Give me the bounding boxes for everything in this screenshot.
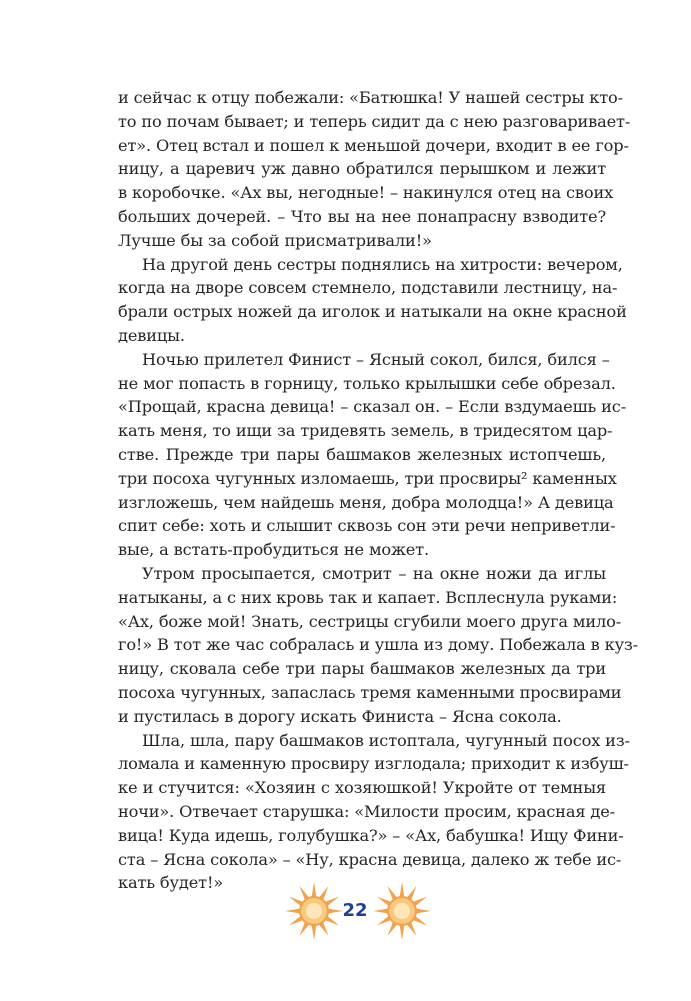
text-line: брали острых ножей да иголок и натыкали на окне красной <box>118 302 627 322</box>
text-line: Шла, шла, пару башмаков истоптала, чугунный посох из- <box>142 730 630 750</box>
page-number: 22 <box>342 900 368 921</box>
text-line: посоха чугунных, запаслась тремя каменными просвирами <box>118 682 622 702</box>
text-line: ет». Отец встал и пошел к меньшой дочери, входит в ее гор- <box>118 135 629 155</box>
text-line: ломала и каменную просвиру изглодала; приходит к избуш- <box>118 754 629 774</box>
text-line: кать меня, то ищи за тридевять земель, в тридесятом цар- <box>118 421 613 441</box>
text-line: то по почам бывает; и теперь сидит да с нею разговаривает- <box>118 111 631 131</box>
text-line: спит себе: хоть и слышит сквозь сон эти речи неприветли- <box>118 516 616 536</box>
text-line: ста – Ясна сокола» – «Ну, красна девица, далеко ж тебе ис- <box>118 849 622 869</box>
text-line: стве. Прежде три пары башмаков железных истопчешь, <box>118 444 606 464</box>
text-line: вые, а встать-пробудиться не может. <box>118 540 429 560</box>
text-line: ке и стучится: «Хозяин с хозяюшкой! Укройте от темныя <box>118 778 606 798</box>
text-line: На другой день сестры поднялись на хитрости: вечером, <box>142 254 623 274</box>
text-line: Ночью прилетел Финист – Ясный сокол, бился, бился – <box>142 349 610 369</box>
text-line: когда на дворе совсем стемнело, подставили лестницу, на- <box>118 278 618 298</box>
sun-icon <box>371 880 433 942</box>
text-line: три посоха чугунных изломаешь, три просвиры² каменных <box>118 468 617 488</box>
page-footer <box>0 880 691 950</box>
text-line: не мог попасть в горницу, только крылышки себе обрезал. <box>118 373 616 393</box>
text-line: в коробочке. «Ах вы, негодные! – накинулся отец на своих <box>118 183 614 203</box>
text-line: ницу, а царевич уж давно обратился перышком и лежит <box>118 159 606 179</box>
text-line: и сейчас к отцу побежали: «Батюшка! У нашей сестры кто- <box>118 88 623 107</box>
text-line: Утром просыпается, смотрит – на окне ножи да иглы <box>142 563 606 583</box>
text-line: «Ах, боже мой! Знать, сестрицы сгубили моего друга мило- <box>118 611 622 631</box>
text-line: натыканы, а с них кровь так и капает. Всплеснула руками: <box>118 587 618 607</box>
text-line: го!» В тот же час собралась и ушла из дому. Побежала в куз- <box>118 635 638 655</box>
text-line: больших дочерей. – Что вы на нее понапрасну взводите? <box>118 206 606 226</box>
text-line: Лучше бы за собой присматривали!» <box>118 230 432 250</box>
text-line: и пустилась в дорогу искать Финиста – Ясна сокола. <box>118 706 562 726</box>
text-line: ночи». Отвечает старушка: «Милости просим, красная де- <box>118 801 615 821</box>
body-text <box>118 86 638 895</box>
text-line: «Прощай, красна девица! – сказал он. – Если вздумаешь ис- <box>118 397 627 417</box>
text-line: ницу, сковала себе три пары башмаков железных да три <box>118 659 606 679</box>
text-line: девицы. <box>118 325 185 345</box>
text-line: изгложешь, чем найдешь меня, добра молодца!» А девица <box>118 492 614 512</box>
text-line: вица! Куда идешь, голубушка?» – «Ах, бабушка! Ищу Фини- <box>118 825 624 845</box>
text-line: кать будет!» <box>118 873 224 893</box>
